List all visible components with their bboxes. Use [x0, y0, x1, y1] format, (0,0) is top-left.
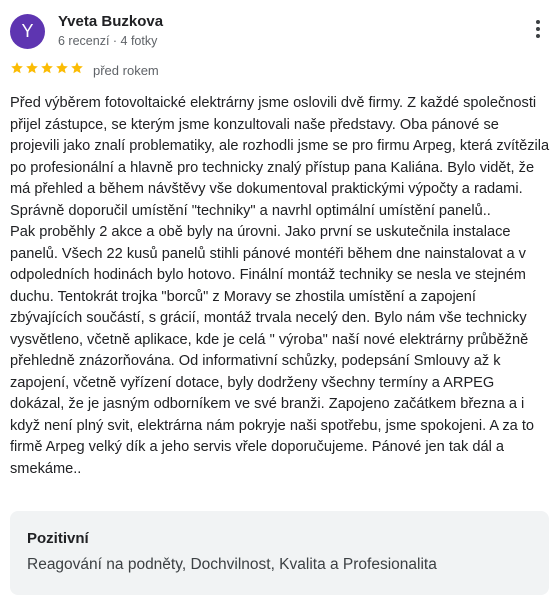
star-icon	[10, 61, 24, 75]
star-icon	[25, 61, 39, 75]
positive-attributes	[10, 511, 549, 595]
reviewer-name[interactable]: Yveta Buzkova	[58, 13, 164, 30]
positive-title: Pozitivní	[27, 530, 89, 547]
positive-text: Reagování na podněty, Dochvilnost, Kvalita a Profesionalita	[27, 556, 437, 573]
reviewer-meta: 6 recenzí · 4 fotky	[58, 34, 158, 48]
review-date: před rokem	[93, 63, 159, 78]
more-options-icon[interactable]	[530, 18, 546, 40]
avatar[interactable]: Y	[10, 14, 45, 49]
star-icon	[40, 61, 54, 75]
review-text: Před výběrem fotovoltaické elektrárny jsme oslovili dvě firmy. Z každé společnosti přijel zástupce, se kterým jsme konzultovali naše představy. Oba pánové se projevili jako znalí problematiky, ale rozhodli jsme se pro firmu Arpeg, která zvítězila po profesionální a hlavně pro technicky znalý přístup pana Kaliána. Bylo vidět, že má přehled a během návštěvy vše dokumentoval praktickými výpočty a radami. Správně doporučil umístění "techniky" a navrhl optimální umístění panelů.. Pak proběhly 2 akce a obě byly na úrovni. Jako první se uskutečnila instalace panelů. Všech 22 kusů panelů stihli pánové montéři během dne nainstalovat a v odpoledních hodinách bylo hotovo. Finální montáž techniky se nesla ve stejném duchu. Tentokrát trojka "borců" z Moravy se zhostila umístění a zapojení zbývajících součástí, s grácií, montáž trvala necelý den. Bylo nám vše technicky vysvětleno, včetně aplikace, kde je celá " výroba" naší nové elektrárny průběžně přehledně znázorňována. Od informativní schůzky, podepsání Smlouvy až k zapojení, včetně vyřízení dotace, byly dodrženy všechny termíny a ARPEG dokázal, že je jasným odborníkem ve své branži. Zapojeno začátkem března a i když není plný svit, elektrárna nám pokryje naši spotřebu, jsme spokojeni. A za to firmě Arpeg velký dík a jeho servis vřele doporučujeme. Pánové jen tak dál a smekáme..	[10, 95, 550, 477]
star-icon	[55, 61, 69, 75]
star-rating	[10, 61, 84, 75]
star-icon	[70, 61, 84, 75]
